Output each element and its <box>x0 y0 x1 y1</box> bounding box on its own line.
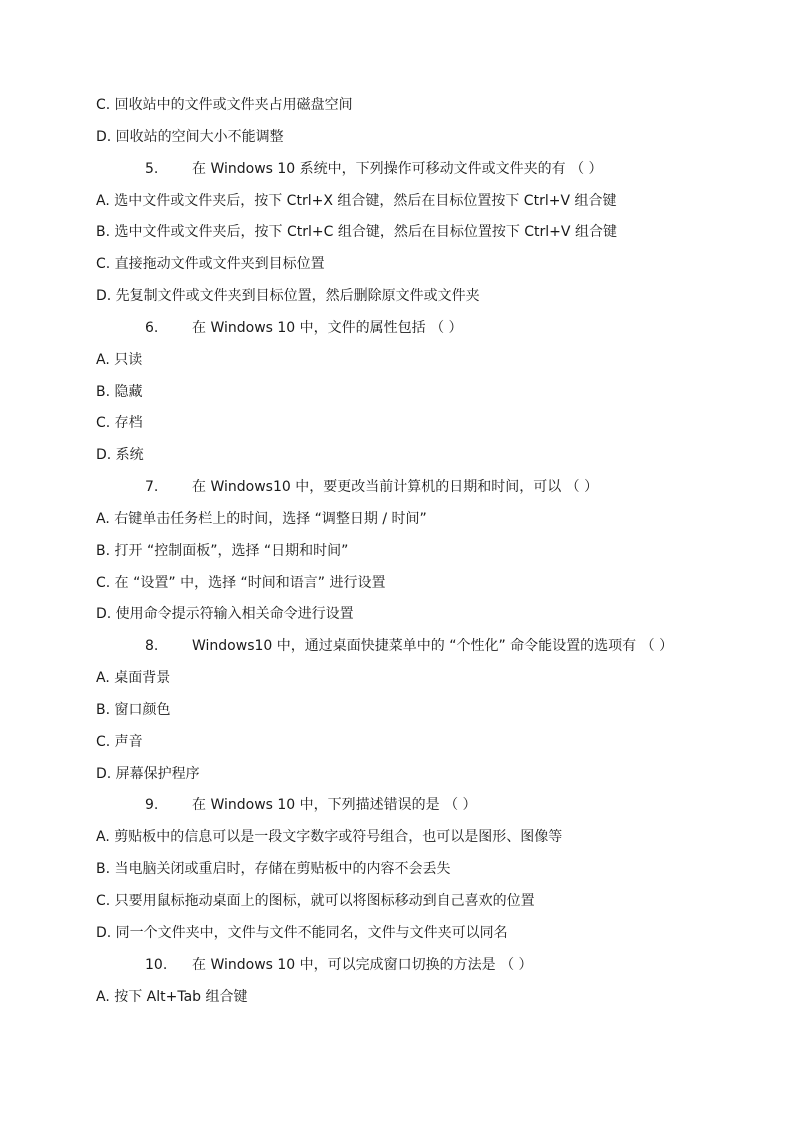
option-line: B. 当电脑关闭或重启时，存储在剪贴板中的内容不会丢失 <box>96 861 451 877</box>
option-line: C. 直接拖动文件或文件夹到目标位置 <box>96 256 325 272</box>
question-number: 7. <box>145 479 159 495</box>
option-line: D. 同一个文件夹中，文件与文件不能同名，文件与文件夹可以同名 <box>96 925 508 941</box>
option-line: A. 右键单击任务栏上的时间，选择 “调整日期 / 时间” <box>96 511 427 527</box>
question-number: 5. <box>145 161 159 177</box>
option-line: A. 按下 Alt+Tab 组合键 <box>96 989 248 1005</box>
question-text: 在 Windows10 中，要更改当前计算机的日期和时间，可以 （ ） <box>192 479 599 495</box>
option-line: B. 打开 “控制面板”，选择 “日期和时间” <box>96 543 349 559</box>
question-number: 8. <box>145 638 159 654</box>
question-number: 6. <box>145 320 159 336</box>
option-line: D. 回收站的空间大小不能调整 <box>96 129 284 145</box>
option-line: D. 屏幕保护程序 <box>96 766 200 782</box>
question-text: 在 Windows 10 中，可以完成窗口切换的方法是 （ ） <box>192 957 533 973</box>
question-text: 在 Windows 10 中，文件的属性包括 （ ） <box>192 320 463 336</box>
option-line: A. 只读 <box>96 352 143 368</box>
question-line <box>145 476 598 498</box>
question-line <box>145 954 533 976</box>
option-line: C. 存档 <box>96 415 143 431</box>
question-text: 在 Windows 10 中，下列描述错误的是 （ ） <box>192 797 477 813</box>
option-line: C. 只要用鼠标拖动桌面上的图标，就可以将图标移动到自己喜欢的位置 <box>96 893 535 909</box>
question-line <box>145 317 463 339</box>
option-line: B. 窗口颜色 <box>96 702 171 718</box>
question-number: 10. <box>145 957 168 973</box>
question-line <box>145 158 603 180</box>
option-line: A. 剪贴板中的信息可以是一段文字数字或符号组合，也可以是图形、图像等 <box>96 829 563 845</box>
question-line <box>145 794 477 816</box>
option-line: C. 在 “设置” 中，选择 “时间和语言” 进行设置 <box>96 575 386 591</box>
question-line <box>145 635 673 657</box>
option-line: D. 系统 <box>96 447 144 463</box>
question-number: 9. <box>145 797 159 813</box>
question-text: Windows10 中，通过桌面快捷菜单中的 “个性化” 命令能设置的选项有 （ ） <box>192 638 674 654</box>
question-text: 在 Windows 10 系统中，下列操作可移动文件或文件夹的有 （ ） <box>192 161 603 177</box>
option-line: A. 选中文件或文件夹后，按下 Ctrl+X 组合键，然后在目标位置按下 Ctrl+V 组合键 <box>96 193 617 209</box>
option-line: C. 回收站中的文件或文件夹占用磁盘空间 <box>96 97 353 113</box>
option-line: D. 使用命令提示符输入相关命令进行设置 <box>96 606 354 622</box>
option-line: C. 声音 <box>96 734 143 750</box>
option-line: B. 隐藏 <box>96 384 143 400</box>
option-line: A. 桌面背景 <box>96 670 171 686</box>
option-line: D. 先复制文件或文件夹到目标位置，然后删除原文件或文件夹 <box>96 288 480 304</box>
option-line: B. 选中文件或文件夹后，按下 Ctrl+C 组合键，然后在目标位置按下 Ctrl+V 组合键 <box>96 224 617 240</box>
